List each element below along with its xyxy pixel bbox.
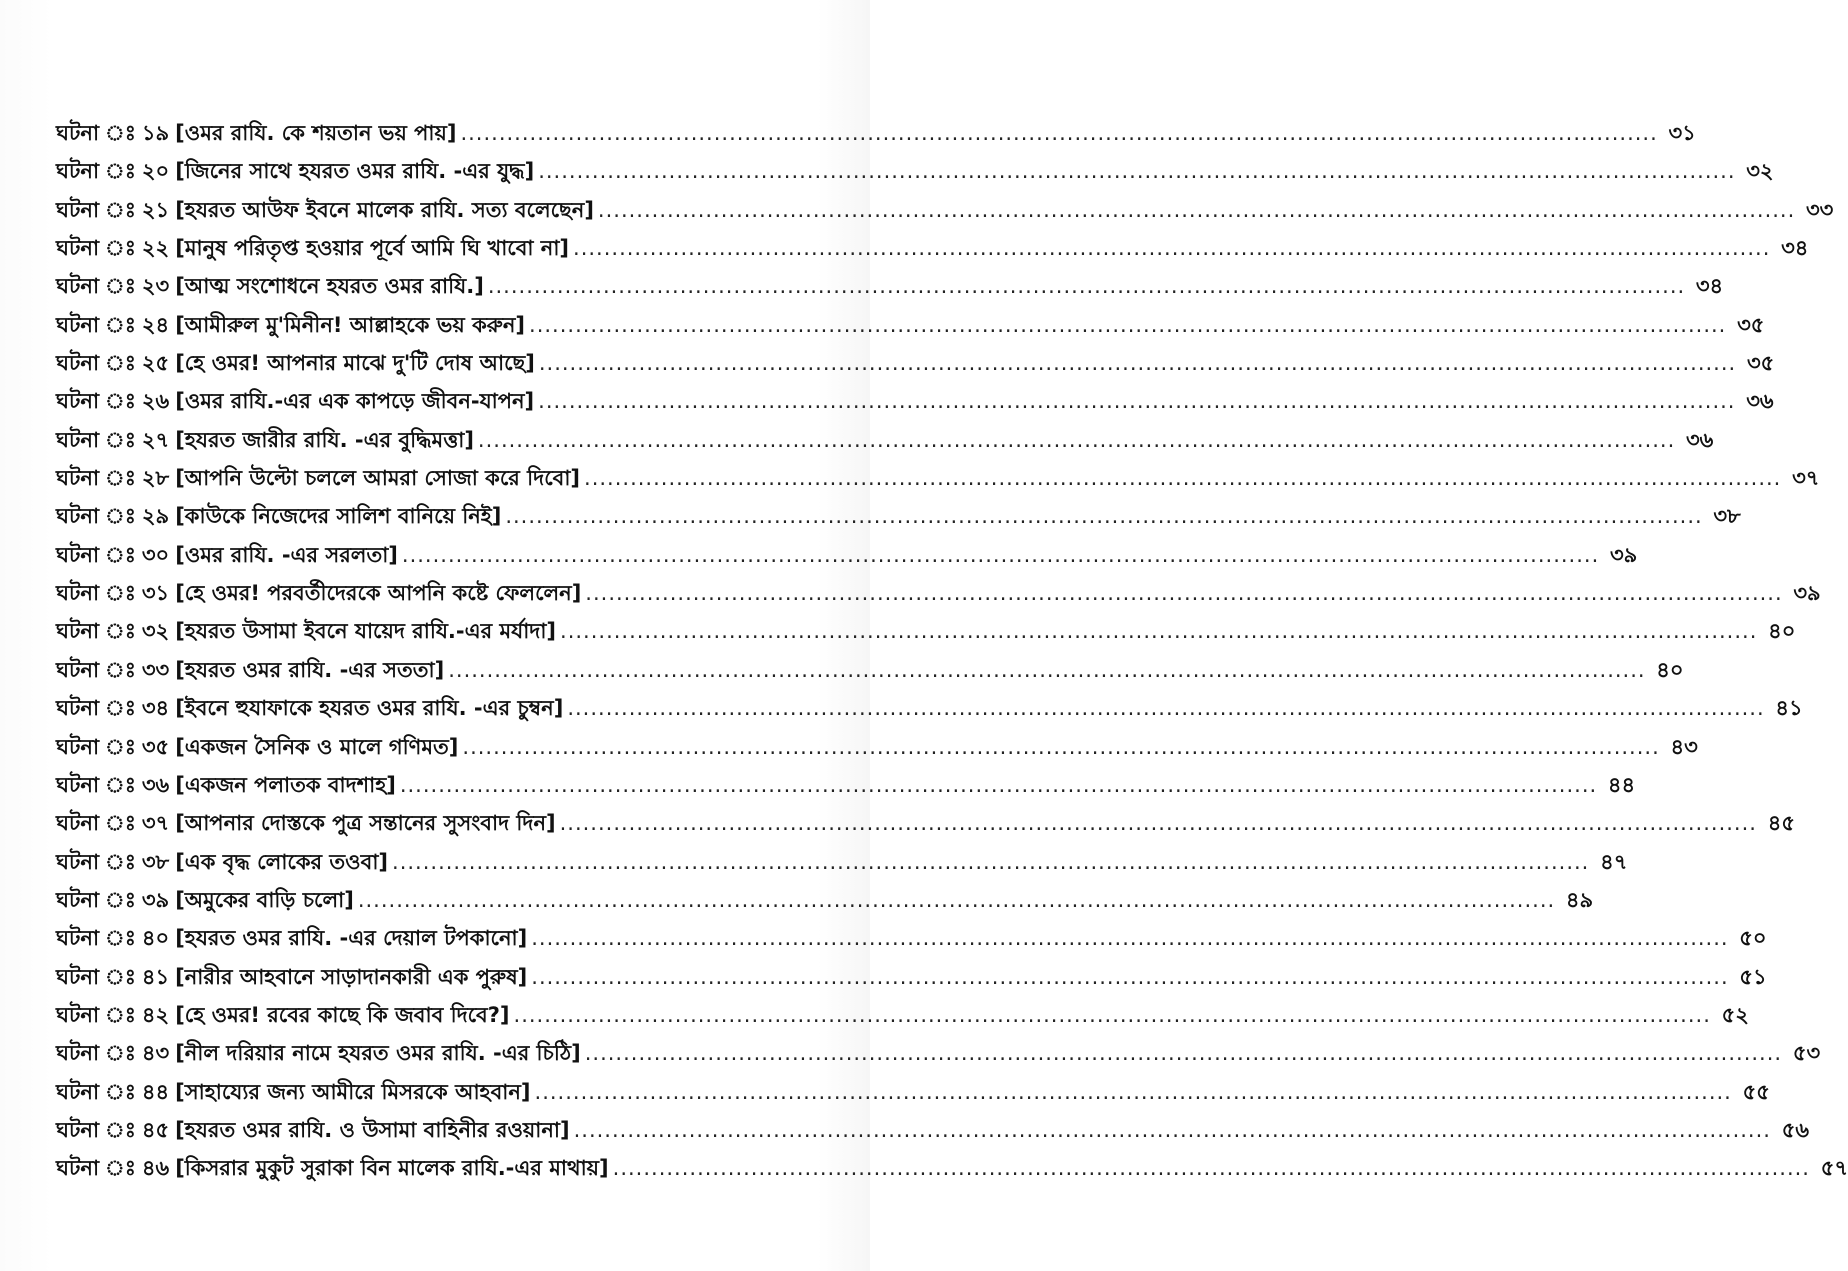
entry-label: ঘটনা (56, 466, 100, 491)
entry-separator: ঃ (105, 159, 136, 184)
entry-separator: ঃ (105, 964, 136, 989)
entry-label: ঘটনা (56, 427, 100, 452)
entry-label: ঘটনা (56, 1117, 100, 1142)
entry-title: [হযরত জারীর রাযি. -এর বুদ্ধিমত্তা] (175, 427, 474, 452)
entry-label: ঘটনা (56, 696, 100, 721)
entry-separator: ঃ (105, 696, 136, 721)
toc-entry (56, 114, 1696, 152)
entry-page-number: ৪১ (1775, 696, 1803, 721)
entry-label: ঘটনা (56, 619, 100, 644)
entry-title: [হযরত ওমর রাযি. ও উসামা বাহিনীর রওয়ানা] (175, 1117, 570, 1142)
entry-title: [মানুষ পরিতৃপ্ত হওয়ার পূর্বে আমি ঘি খাবো না] (175, 236, 570, 261)
entry-label: ঘটনা (56, 542, 100, 567)
entry-title: [একজন পলাতক বাদশাহ] (175, 772, 396, 797)
dot-leader (573, 229, 1770, 267)
dot-leader (462, 728, 1659, 766)
entry-separator: ঃ (105, 274, 136, 299)
entry-number: ৪৬ (141, 1156, 170, 1181)
entry-title: [আপনি উল্টো চললে আমরা সোজা করে দিবো] (175, 466, 581, 491)
toc-entry (56, 497, 1741, 535)
entry-label: ঘটনা (56, 811, 100, 836)
entry-page-number: ৫১ (1739, 964, 1767, 989)
dot-leader (598, 191, 1795, 229)
toc-entry (56, 804, 1795, 842)
entry-page-number: ৪৩ (1670, 734, 1698, 759)
entry-separator: ঃ (105, 657, 136, 682)
entry-separator: ঃ (105, 312, 136, 337)
dot-leader (585, 574, 1782, 612)
entry-label: ঘটনা (56, 236, 100, 261)
dot-leader (567, 689, 1764, 727)
entry-label: ঘটনা (56, 1079, 100, 1104)
toc-entry (56, 382, 1774, 420)
dot-leader (514, 996, 1711, 1034)
entry-separator: ঃ (105, 504, 136, 529)
entry-title: [কিসরার মুকুট সুরাকা বিন মালেক রাযি.-এর মাথায়] (175, 1156, 609, 1181)
dot-leader (531, 919, 1728, 957)
entry-page-number: ৩৬ (1746, 389, 1774, 414)
entry-title: [হযরত ওমর রাযি. -এর দেয়াল টপকানো] (175, 926, 528, 951)
toc-entry (56, 881, 1594, 919)
entry-label: ঘটনা (56, 389, 100, 414)
entry-page-number: ৩৫ (1746, 351, 1775, 376)
entry-number: ৪৩ (141, 1041, 170, 1066)
entry-separator: ঃ (105, 121, 136, 145)
entry-title: [হযরত ওমর রাযি. -এর সততা] (175, 657, 445, 682)
toc-entry (56, 843, 1628, 881)
entry-title: [হযরত আউফ ইবনে মালেক রাযি. সত্য বলেছেন] (175, 197, 594, 222)
entry-label: ঘটনা (56, 657, 100, 682)
entry-page-number: ৩৩ (1805, 197, 1834, 222)
dot-leader (560, 804, 1757, 842)
entry-title: [একজন সৈনিক ও মালে গণিমত] (175, 734, 459, 759)
entry-separator: ঃ (105, 197, 136, 222)
entry-title: [অমুকের বাড়ি চলো] (175, 887, 354, 912)
toc-entry (56, 536, 1638, 574)
toc-entry (56, 267, 1724, 305)
entry-title: [আমীরুল মু'মিনীন! আল্লাহকে ভয় করুন] (175, 312, 526, 337)
entry-separator: ঃ (105, 389, 136, 414)
entry-title: [সাহায্যের জন্য আমীরে মিসরকে আহবান] (175, 1079, 531, 1104)
entry-number: ৪২ (141, 1002, 170, 1027)
dot-leader (400, 766, 1597, 804)
entry-page-number: ৫২ (1721, 1002, 1749, 1027)
entry-label: ঘটনা (56, 197, 100, 222)
entry-title: [ওমর রাযি.-এর এক কাপড়ে জীবন-যাপন] (175, 389, 535, 414)
entry-number: ৩৮ (141, 849, 170, 874)
entry-page-number: ৩৬ (1685, 427, 1714, 452)
entry-title: [হে ওমর! রবের কাছে কি জবাব দিবে?] (175, 1002, 510, 1027)
entry-separator: ঃ (105, 849, 136, 874)
entry-page-number: ৪০ (1768, 619, 1796, 644)
entry-separator: ঃ (105, 734, 136, 759)
entry-title: [ওমর রাযি. কে শয়তান ভয় পায়] (175, 121, 457, 145)
entry-title: [হে ওমর! পরবর্তীদেরকে আপনি কষ্টে ফেললেন] (175, 581, 582, 606)
toc-entry (56, 1034, 1821, 1072)
entry-separator: ঃ (105, 581, 136, 606)
entry-title: [আত্ম সংশোধনে হযরত ওমর রাযি.] (175, 274, 484, 299)
dot-leader (613, 1149, 1810, 1187)
entry-label: ঘটনা (56, 581, 100, 606)
entry-number: ৩১ (141, 581, 170, 606)
dot-leader (531, 958, 1728, 996)
entry-number: ২৪ (141, 312, 170, 337)
entry-title: [কাউকে নিজেদের সালিশ বানিয়ে নিই] (175, 504, 502, 529)
entry-page-number: ৩৭ (1792, 466, 1820, 491)
entry-number: ৩০ (141, 542, 170, 567)
entry-number: ২৬ (141, 389, 170, 414)
entry-number: ২৩ (141, 274, 170, 299)
entry-title: [জিনের সাথে হযরত ওমর রাযি. -এর যুদ্ধ] (175, 159, 535, 184)
entry-number: ৪০ (141, 926, 170, 951)
entry-separator: ঃ (105, 236, 136, 261)
dot-leader (448, 651, 1645, 689)
dot-leader (478, 421, 1675, 459)
entry-label: ঘটনা (56, 1041, 100, 1066)
entry-separator: ঃ (105, 1156, 136, 1181)
toc-entry (56, 344, 1775, 382)
dot-leader (584, 459, 1781, 497)
entry-page-number: ৩৮ (1713, 504, 1741, 529)
entry-label: ঘটনা (56, 312, 100, 337)
entry-title: [আপনার দোস্তকে পুত্র সন্তানের সুসংবাদ দিন] (175, 811, 556, 836)
entry-page-number: ৫০ (1739, 926, 1767, 951)
entry-label: ঘটনা (56, 887, 100, 912)
entry-page-number: ৪৯ (1565, 887, 1594, 912)
entry-number: ২০ (141, 159, 170, 184)
entry-number: ২৫ (141, 351, 170, 376)
toc-entry (56, 728, 1698, 766)
entry-number: ৩৪ (141, 696, 170, 721)
toc-entry (56, 306, 1765, 344)
entry-page-number: ৩৪ (1781, 236, 1809, 261)
entry-label: ঘটনা (56, 772, 100, 797)
dot-leader (539, 344, 1736, 382)
entry-number: ৩৭ (141, 811, 170, 836)
toc-entry (56, 996, 1749, 1034)
entry-separator: ঃ (105, 1041, 136, 1066)
dot-leader (488, 267, 1685, 305)
entry-title: [এক বৃদ্ধ লোকের তওবা] (175, 849, 389, 874)
entry-number: ৪৫ (141, 1117, 170, 1142)
toc-entry (56, 229, 1809, 267)
dot-leader (358, 881, 1555, 919)
entry-page-number: ৩৫ (1737, 312, 1765, 337)
entry-separator: ঃ (105, 351, 136, 376)
entry-separator: ঃ (105, 619, 136, 644)
toc-entry (56, 766, 1636, 804)
entry-page-number: ৪০ (1656, 657, 1684, 682)
entry-number: ২৮ (141, 466, 170, 491)
entry-page-number: ৪৫ (1767, 811, 1795, 836)
entry-separator: ঃ (105, 1117, 136, 1142)
toc-entry (56, 1111, 1809, 1149)
dot-leader (574, 1111, 1771, 1149)
entry-page-number: ৫৬ (1781, 1117, 1809, 1142)
entry-page-number: ৩৯ (1793, 581, 1821, 606)
dot-leader (535, 1073, 1732, 1111)
toc-entry (56, 152, 1774, 190)
toc-entry (56, 459, 1820, 497)
entry-label: ঘটনা (56, 121, 100, 145)
entry-page-number: ৩৪ (1695, 274, 1724, 299)
entry-number: ৪১ (141, 964, 170, 989)
entry-title: [ওমর রাযি. -এর সরলতা] (175, 542, 398, 567)
entry-page-number: ৪৪ (1607, 772, 1636, 797)
dot-leader (560, 612, 1757, 650)
toc-entry (56, 191, 1834, 229)
toc-entry (56, 919, 1767, 957)
table-of-contents (56, 114, 1848, 1188)
entry-number: ৩৯ (141, 887, 170, 912)
entry-title: [নারীর আহবানে সাড়াদানকারী এক পুরুষ] (175, 964, 528, 989)
entry-label: ঘটনা (56, 849, 100, 874)
dot-leader (460, 114, 1657, 152)
entry-label: ঘটনা (56, 274, 100, 299)
entry-page-number: ৩১ (1668, 121, 1696, 145)
entry-separator: ঃ (105, 542, 136, 567)
dot-leader (402, 536, 1599, 574)
entry-number: ৩৫ (141, 734, 170, 759)
entry-page-number: ৪৭ (1600, 849, 1628, 874)
entry-separator: ঃ (105, 427, 136, 452)
entry-label: ঘটনা (56, 1002, 100, 1027)
toc-entry (56, 958, 1767, 996)
entry-number: ১৯ (141, 121, 170, 145)
entry-title: [ইবনে হুযাফাকে হযরত ওমর রাযি. -এর চুম্বন] (175, 696, 564, 721)
dot-leader (392, 843, 1589, 881)
entry-number: ২৭ (141, 427, 170, 452)
entry-page-number: ৫৫ (1742, 1079, 1770, 1104)
dot-leader (529, 306, 1726, 344)
entry-separator: ঃ (105, 1002, 136, 1027)
entry-title: [হযরত উসামা ইবনে যায়েদ রাযি.-এর মর্যাদা] (175, 619, 557, 644)
entry-number: ৩২ (141, 619, 170, 644)
entry-page-number: ৩২ (1746, 159, 1774, 184)
entry-number: ৩৬ (141, 772, 170, 797)
dot-leader (505, 497, 1702, 535)
toc-entry (56, 421, 1714, 459)
entry-number: ২৯ (141, 504, 170, 529)
entry-separator: ঃ (105, 887, 136, 912)
entry-separator: ঃ (105, 1079, 136, 1104)
entry-number: ২১ (141, 197, 170, 222)
entry-page-number: ৩৯ (1609, 542, 1638, 567)
entry-page-number: ৫৭ (1820, 1156, 1848, 1181)
toc-entry (56, 1073, 1770, 1111)
entry-label: ঘটনা (56, 926, 100, 951)
entry-label: ঘটনা (56, 964, 100, 989)
entry-number: ৪৪ (141, 1079, 170, 1104)
dot-leader (538, 152, 1735, 190)
entry-label: ঘটনা (56, 504, 100, 529)
entry-label: ঘটনা (56, 1156, 100, 1181)
dot-leader (538, 382, 1735, 420)
entry-label: ঘটনা (56, 159, 100, 184)
toc-entry (56, 1149, 1848, 1187)
entry-number: ২২ (141, 236, 170, 261)
toc-entry (56, 612, 1796, 650)
dot-leader (585, 1034, 1782, 1072)
entry-title: [নীল দরিয়ার নামে হযরত ওমর রাযি. -এর চিঠি] (175, 1041, 581, 1066)
toc-entry (56, 574, 1821, 612)
toc-entry (56, 689, 1803, 727)
entry-label: ঘটনা (56, 351, 100, 376)
entry-separator: ঃ (105, 811, 136, 836)
entry-label: ঘটনা (56, 734, 100, 759)
entry-number: ৩৩ (141, 657, 170, 682)
entry-separator: ঃ (105, 772, 136, 797)
entry-separator: ঃ (105, 926, 136, 951)
toc-entry (56, 651, 1684, 689)
entry-page-number: ৫৩ (1792, 1041, 1821, 1066)
entry-separator: ঃ (105, 466, 136, 491)
entry-title: [হে ওমর! আপনার মাঝে দু'টি দোষ আছে] (175, 351, 535, 376)
